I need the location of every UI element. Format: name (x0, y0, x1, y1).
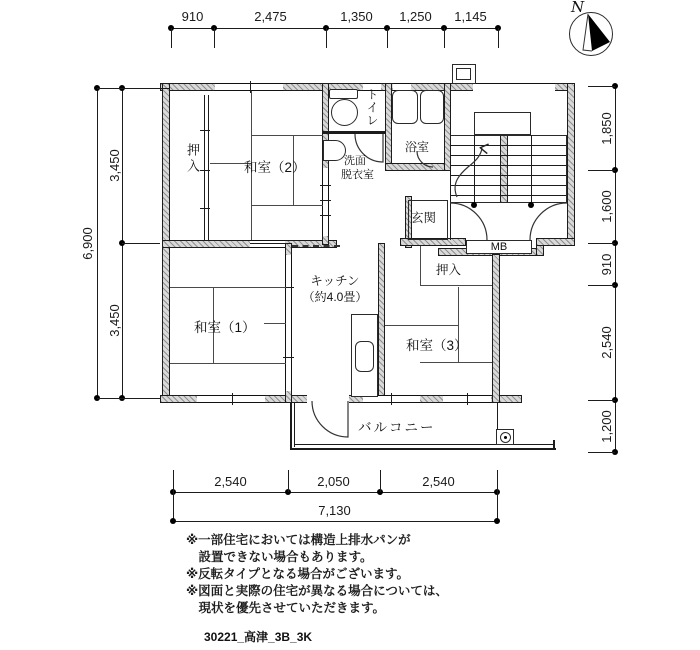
entry-door-arc-left (450, 203, 487, 240)
dim-left-seg-1: 3,450 (107, 149, 122, 182)
note-line: ※反転タイプとなる場合がございます。 (186, 567, 410, 581)
wall-bath-left (385, 83, 392, 171)
room-label-kitchen-line2: （約4.0畳） (302, 290, 368, 304)
dim-stub (498, 28, 499, 48)
closet-front-line (420, 285, 492, 286)
drain-dot (504, 436, 507, 439)
sliding-door-kitchen (285, 255, 292, 391)
sliding-door-hall (322, 168, 329, 236)
tatami-line (170, 363, 286, 364)
dim-line-left-total (97, 88, 98, 398)
stair-top-opening (473, 83, 555, 91)
room-label-senmen-line1: 洗面 (344, 155, 366, 167)
dim-stub (387, 28, 388, 48)
dim-stub (588, 170, 615, 171)
dim-right-5: 1,200 (599, 410, 614, 443)
balcony-right-edge (553, 440, 555, 450)
balcony-left-edge (290, 403, 292, 450)
room-label-toilet: トイレ (365, 88, 379, 127)
dim-stub (380, 470, 381, 492)
disclaimer-notes (186, 532, 448, 617)
room-label-balcony: バルコニー (358, 420, 436, 435)
room-label-washitsu2: 和室（2） (244, 160, 306, 175)
dim-bottom-2: 2,050 (317, 474, 350, 489)
room-label-senmen-line2: 脱衣室 (341, 169, 374, 181)
window-tick (232, 393, 233, 405)
tatami-line (420, 362, 492, 363)
dim-top-1: 910 (181, 9, 204, 24)
slide-tick (320, 215, 331, 216)
note-line: ※図面と実際の住宅が異なる場合については、 (186, 584, 448, 598)
dim-left-total: 6,900 (80, 227, 95, 260)
dim-line-bottom-total (173, 521, 497, 522)
window-tick (391, 393, 392, 405)
dim-stub (588, 86, 615, 87)
fusuma-tick (200, 130, 210, 131)
window-washitsu1 (197, 395, 265, 403)
dim-stub (326, 28, 327, 48)
room-label-genkan: 玄関 (411, 211, 437, 225)
stair-left-line (450, 91, 451, 240)
dim-stub (444, 28, 445, 48)
dim-dot (494, 518, 500, 524)
stair-rail-dot (471, 202, 477, 208)
dim-left-seg-2: 3,450 (107, 304, 122, 337)
stair-tread (451, 155, 566, 156)
dim-top-5: 1,145 (454, 9, 487, 24)
stair-tread (451, 165, 566, 166)
dim-stub (122, 243, 160, 244)
wall-kitchen-right (378, 243, 385, 403)
room-label-bath: 浴室 (405, 140, 430, 154)
bath-washarea (420, 90, 444, 124)
tatami-line (251, 135, 323, 136)
closet-side-line (420, 246, 421, 285)
dim-dot (170, 518, 176, 524)
bathtub (392, 90, 418, 124)
note-line: 設置できない場合もあります。 (186, 550, 373, 564)
stair-rail-dot (528, 202, 534, 208)
balcony-bottom-edge (290, 448, 556, 450)
slide-tick (320, 200, 331, 201)
dim-right-4: 2,540 (599, 326, 614, 359)
compass-circle (569, 12, 613, 56)
room-label-washitsu1: 和室（1） (194, 320, 256, 335)
window-tick (467, 393, 468, 405)
note-line: ※一部住宅においては構造上排水パンが (186, 533, 411, 547)
window-washitsu2 (215, 83, 283, 91)
stair-upper-landing (474, 112, 531, 135)
entry-door-arc-right (530, 203, 567, 240)
wall-right-stair (567, 83, 575, 246)
room-label-kitchen-line1: キッチン (310, 274, 360, 288)
stair-rail (531, 135, 532, 205)
room-label-washitsu3: 和室（3） (406, 338, 468, 353)
dim-stub (97, 88, 170, 89)
dim-top-3: 1,350 (340, 9, 373, 24)
stair-tread (451, 185, 566, 186)
stair-tread (451, 145, 566, 146)
dim-bottom-total: 7,130 (318, 503, 351, 518)
dim-stub (97, 398, 160, 399)
toilet-tank (329, 89, 358, 99)
vent-shaft-inner (456, 68, 471, 80)
plan-id: 30221_高津_3B_3K (204, 630, 313, 644)
balcony-door-arc (312, 401, 348, 437)
dim-top-2: 2,475 (254, 9, 287, 24)
dim-top-4: 1,250 (399, 9, 432, 24)
washbasin-icon (323, 140, 346, 161)
room-label-closet-top: 押入 (185, 143, 200, 175)
stair-tread (451, 195, 566, 196)
fusuma-closet-line (204, 95, 205, 240)
dim-stub (171, 28, 172, 48)
dim-stub (214, 28, 215, 48)
stair-tread (451, 175, 566, 176)
dim-right-3: 910 (599, 253, 614, 276)
dim-right-1: 1,850 (599, 112, 614, 145)
fusuma-washitsu1-2 (250, 240, 285, 248)
toilet-bowl (331, 99, 358, 126)
dim-stub (173, 470, 174, 521)
label-leader (264, 323, 286, 324)
tatami-line (170, 287, 286, 288)
tatami-line (251, 205, 323, 206)
balcony-door-opening (307, 395, 349, 403)
dim-bottom-3: 2,540 (422, 474, 455, 489)
slide-tick (283, 357, 294, 358)
kitchen-sink (355, 341, 374, 372)
dim-line-bottom-segs (173, 492, 497, 493)
fusuma-tick (200, 208, 210, 209)
dim-line-top (171, 28, 498, 29)
wall-hall-bottom-right (536, 238, 575, 246)
balcony-bottom-inner (294, 444, 553, 445)
wall-washitsu3-right (492, 254, 500, 403)
fusuma-center-line (250, 243, 285, 244)
dim-stub (497, 470, 498, 521)
room-label-mb: MB (490, 241, 508, 253)
balcony-left-inner (294, 403, 295, 447)
slide-tick (320, 185, 331, 186)
dim-stub (288, 470, 289, 492)
dim-bottom-1: 2,540 (214, 474, 247, 489)
kitchen-entry-dashed-line (292, 245, 340, 247)
tatami-line (385, 325, 458, 326)
note-line: 現状を優先させていただきます。 (186, 601, 386, 615)
dim-right-2: 1,600 (599, 190, 614, 223)
compass-n-label: N (571, 0, 585, 16)
wall-bath-bottom (385, 163, 451, 171)
fusuma-closet-line (208, 95, 209, 240)
stair-rail (474, 135, 475, 205)
room-label-closet-mid: 押入 (436, 263, 462, 277)
